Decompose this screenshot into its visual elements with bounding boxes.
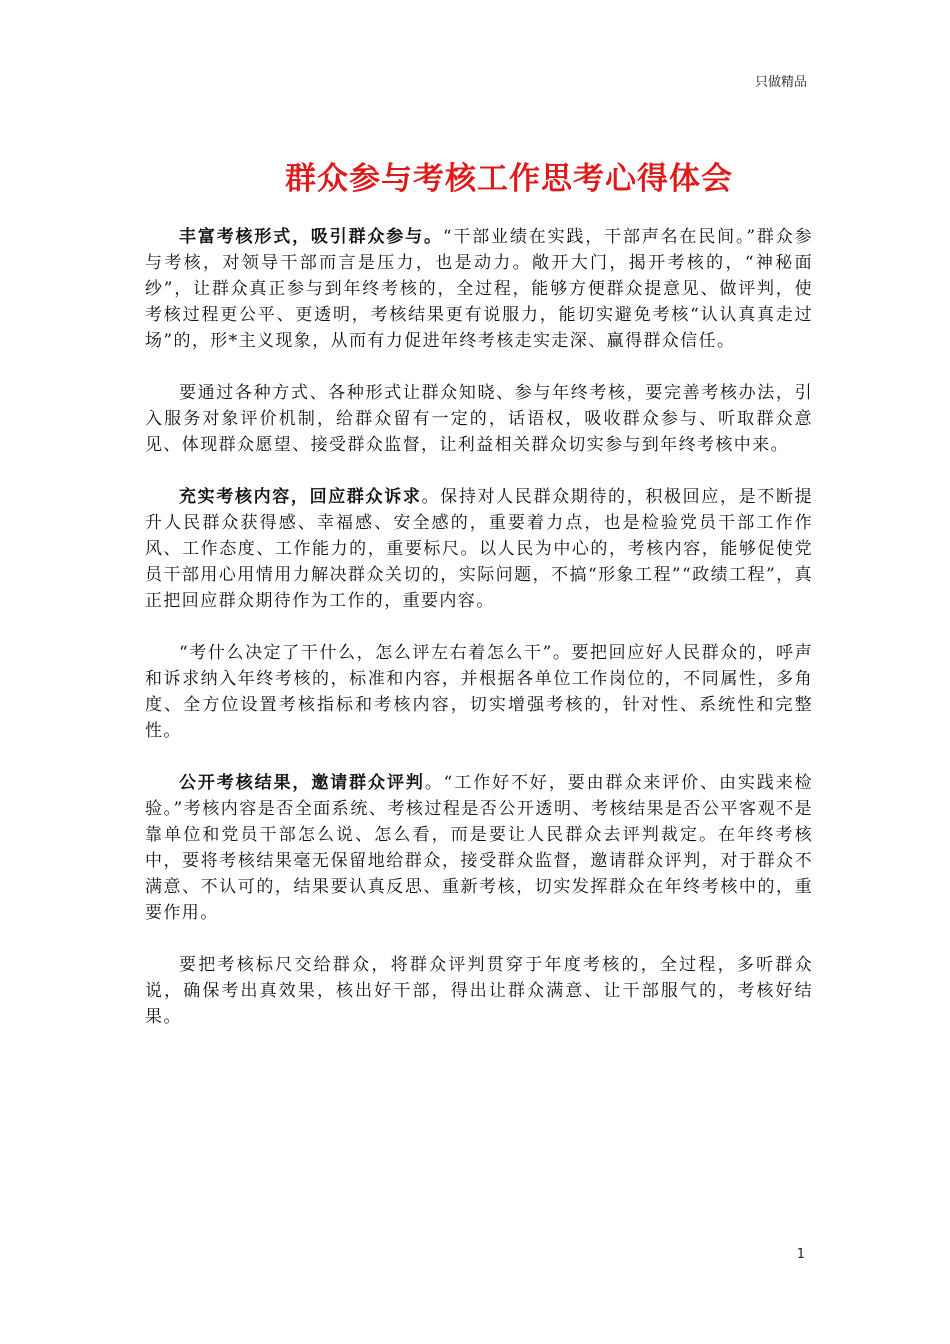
paragraph [145,380,813,458]
paragraph-lead: 充实考核内容，回应群众诉求 [179,487,422,507]
paragraph [145,224,813,354]
paragraph-text: 。保持对人民群众期待的，积极回应，是不断提升人民群众获得感、幸福感、安全感的，重要着力点，也是检验党员干部工作作风、工作态度、工作能力的，重要标尺。以人民为中心的，考核内容，能够促使党员干部用心用情用力解决群众关切的，实际问题，不搞“形象工程”“政绩工程”，真正把回应群众期待作为工作的，重要内容。 [145,487,813,611]
paragraph-text: 。“工作好不好，要由群众来评价、由实践来检验。”考核内容是否全面系统、考核过程是否公开透明、考核结果是否公平客观不是靠单位和党员干部怎么说、怎么看，而是要让人民群众去评判裁定。在年终考核中，要将考核结果毫无保留地给群众，接受群众监督，邀请群众评判，对于群众不满意、不认可的，结果要认真反思、重新考核，切实发挥群众在年终考核中的，重要作用。 [145,773,813,923]
paragraph-lead: 公开考核结果，邀请群众评判 [179,773,425,793]
paragraph-text: 要把考核标尺交给群众，将群众评判贯穿于年度考核的，全过程，多听群众说，确保考出真效果，核出好干部，得出让群众满意、让干部服气的，考核好结果。 [145,955,813,1027]
paragraph-lead: 丰富考核形式，吸引群众参与。 [179,227,443,247]
paragraph-text: 要通过各种方式、各种形式让群众知晓、参与年终考核，要完善考核办法，引入服务对象评价机制，给群众留有一定的，话语权，吸收群众参与、听取群众意见、体现群众愿望、接受群众监督，让利益相关群众切实参与到年终考核中来。 [145,383,813,455]
paragraph-text: “考什么决定了干什么，怎么评左右着怎么干”。要把回应好人民群众的，呼声和诉求纳入年终考核的，标准和内容，并根据各单位工作岗位的，不同属性，多角度、全方位设置考核指标和考核内容，切实增强考核的，针对性、系统性和完整性。 [145,643,813,741]
paragraph [145,484,813,614]
paragraph [145,640,813,744]
paragraph [145,770,813,926]
paragraph [145,952,813,1030]
page-number: 1 [796,1247,805,1262]
document-title: 群众参与考核工作思考心得体会 [285,161,733,197]
document-body [145,224,813,1056]
header-note: 只做精品 [754,75,807,90]
paragraph-text: “干部业绩在实践，干部声名在民间。”群众参与考核，对领导干部而言是压力，也是动力。敞开大门，揭开考核的，“神秘面纱”，让群众真正参与到年终考核的，全过程，能够方便群众提意见、做评判，使考核过程更公平、更透明，考核结果更有说服力，能切实避免考核“认认真真走过场”的，形*主义现象，从而有力促进年终考核走实走深、赢得群众信任。 [145,227,813,351]
